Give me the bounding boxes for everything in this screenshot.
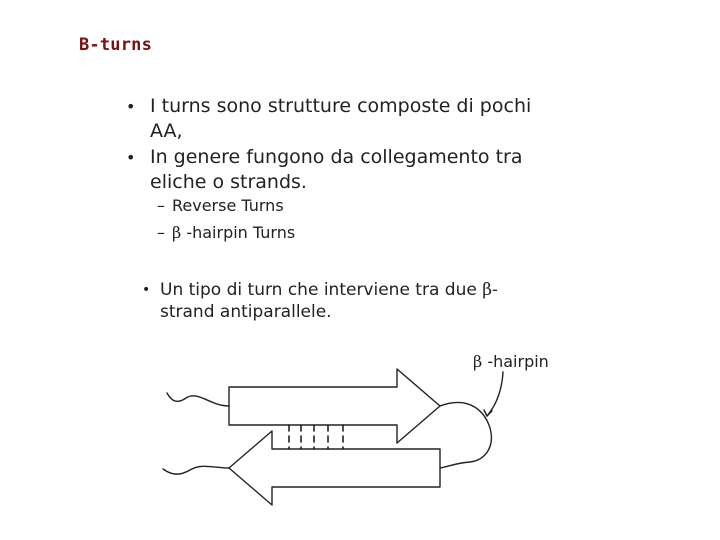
bullet-dot-icon: • [126,97,136,116]
bullet-text: In genere fungono da collegamento tra [150,146,523,168]
label-pointer [487,372,503,416]
lower-strand-arrow [229,431,440,505]
lower-strand-tail [163,466,229,474]
upper-strand-arrow [229,369,440,443]
bullet-text: AA, [150,120,183,142]
hairpin-label-text: -hairpin [482,352,549,371]
hairpin-loop [440,402,491,468]
dash-icon: – [157,196,165,215]
bullet-dot-icon: • [142,282,151,298]
sub-bullet-text: Reverse Turns [172,196,284,215]
beta-symbol: β- [482,280,498,300]
bullet-text: strand antiparallele. [160,302,332,322]
slide-title: B-turns [79,35,153,55]
beta-symbol: β [172,223,182,242]
sub-bullet-text: -hairpin Turns [181,223,296,242]
beta-symbol: β [473,352,483,371]
upper-strand-tail [167,393,229,406]
bullet-text: eliche o strands. [150,171,307,193]
bullet-text: I turns sono strutture composte di pochi [150,95,532,117]
dash-icon: – [157,223,165,242]
bullet-dot-icon: • [126,148,136,167]
bullet-text: Un tipo di turn che interviene tra due [160,280,483,300]
